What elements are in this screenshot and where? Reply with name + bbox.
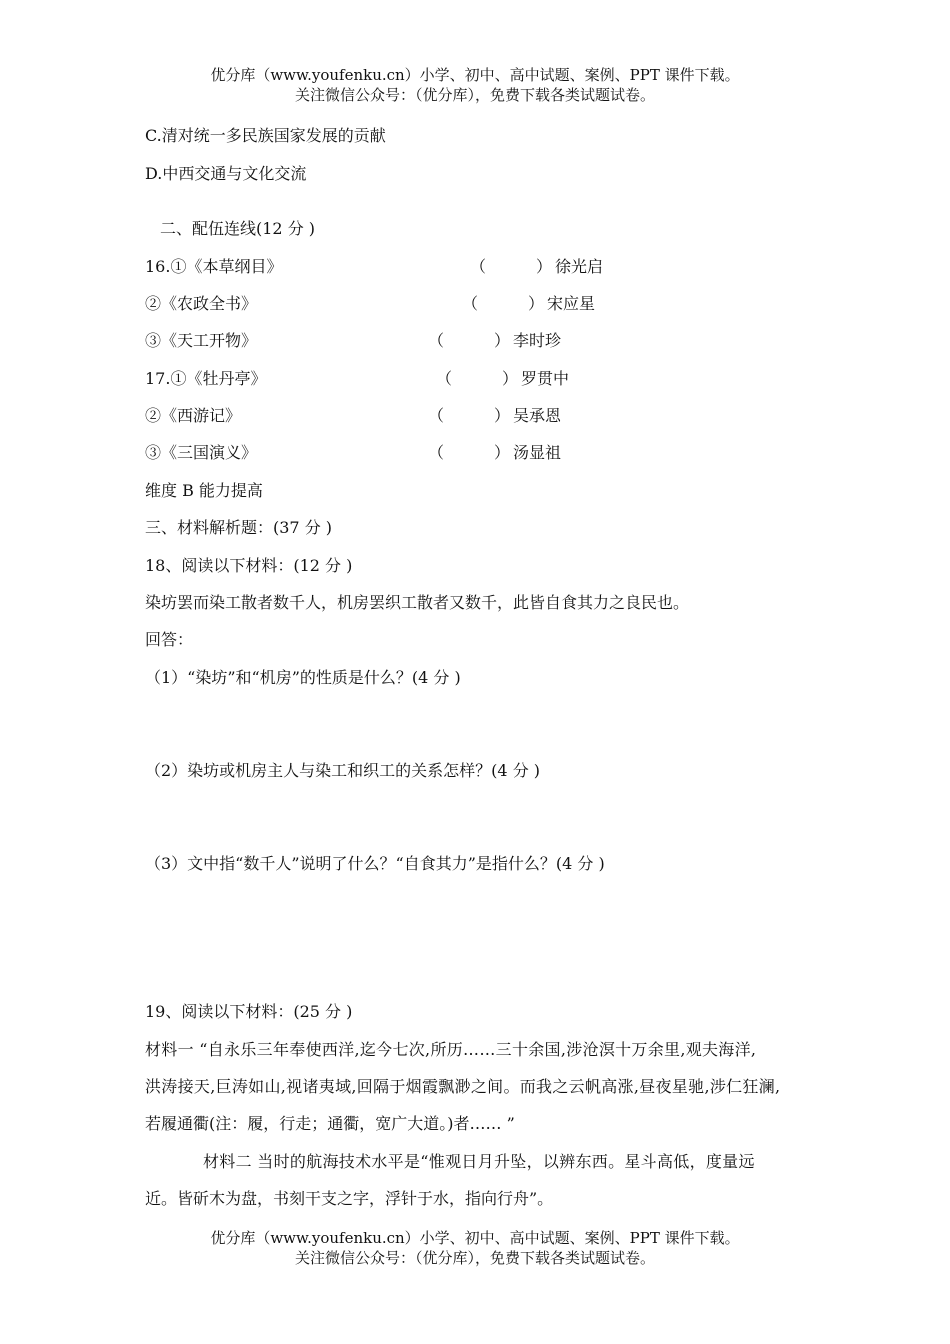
q17-item-3: ③《三国演义》	[145, 443, 258, 462]
q18-sub-question-3: （3）文中指“数千人”说明了什么？“自食其力”是指什么？(4 分 )	[145, 854, 605, 873]
q18-material: 染坊罢而染工散者数千人，机房罢织工散者又数千，此皆自食其力之良民也。	[145, 593, 690, 612]
q18-title: 18、阅读以下材料：(12 分 )	[145, 556, 353, 575]
footer-line-1: 优分库（www.youfenku.cn）小学、初中、高中试题、案例、PPT 课件下载。	[210, 1229, 740, 1247]
option-d: D.中西交通与文化交流	[145, 164, 307, 183]
q17-blank-2-close: ）	[494, 406, 511, 425]
q18-sub-question-1: （1）“染坊”和“机房”的性质是什么？(4 分 )	[145, 668, 461, 687]
footer-line-2: 关注微信公众号：（优分库），免费下载各类试题试卷。	[294, 1249, 655, 1267]
option-c: C.清对统一多民族国家发展的贡献	[145, 126, 386, 145]
q17-item-2: ②《西游记》	[145, 406, 242, 425]
q16-blank-3-open: （	[428, 331, 445, 350]
q16-item-1: 16.①《本草纲目》	[145, 257, 283, 276]
q17-blank-2-open: （	[428, 406, 445, 425]
q17-name-1: 罗贯中	[521, 369, 570, 388]
q16-name-2: 宋应星	[547, 294, 596, 313]
q17-blank-1-close: ）	[502, 369, 519, 388]
q17-blank-3-open: （	[428, 443, 445, 462]
q19-material-2-line-1: 材料二 当时的航海技术水平是“惟观日月升坠，以辨东西。星斗高低，度量远	[203, 1152, 755, 1171]
header-line-2: 关注微信公众号：（优分库），免费下载各类试题试卷。	[294, 86, 655, 104]
q17-name-2: 吴承恩	[513, 406, 562, 425]
q17-name-3: 汤显祖	[513, 443, 562, 462]
q17-blank-1-open: （	[436, 369, 453, 388]
q17-item-1: 17.①《牡丹亭》	[145, 369, 267, 388]
q17-blank-3-close: ）	[494, 443, 511, 462]
q16-name-3: 李时珍	[513, 331, 562, 350]
q19-material-1-line-2: 洪涛接天,巨涛如山,视诸夷域,回隔于烟霞飘渺之间。而我之云帆高涨,昼夜星驰,涉仁狂澜,	[145, 1077, 781, 1096]
q16-blank-1-open: （	[470, 257, 487, 276]
q19-title: 19、阅读以下材料：(25 分 )	[145, 1002, 353, 1021]
q16-blank-3-close: ）	[494, 331, 511, 350]
q16-blank-1-close: ）	[536, 257, 553, 276]
dimension-b-heading: 维度 B 能力提高	[145, 481, 263, 500]
q18-sub-question-2: （2）染坊或机房主人与染工和织工的关系怎样？(4 分 )	[145, 761, 541, 780]
q16-blank-2-close: ）	[528, 294, 545, 313]
q18-answer-label: 回答：	[145, 630, 194, 649]
q19-material-1-line-1: 材料一 “自永乐三年奉使西洋,迄今七次,所历……三十余国,涉沧溟十万余里,观夫海洋,	[145, 1040, 757, 1059]
q16-item-3: ③《天工开物》	[145, 331, 258, 350]
q19-material-1-line-3: 若履通衢(注：履，行走；通衢，宽广大道。)者…… ”	[145, 1114, 515, 1133]
q16-item-2: ②《农政全书》	[145, 294, 258, 313]
q19-material-2-line-2: 近。皆斫木为盘，书刻干支之字，浮针于水，指向行舟”。	[145, 1189, 554, 1208]
header-line-1: 优分库（www.youfenku.cn）小学、初中、高中试题、案例、PPT 课件下载。	[210, 66, 740, 84]
q16-name-1: 徐光启	[555, 257, 604, 276]
section2-title: 二、配伍连线(12 分 )	[160, 219, 316, 238]
section3-title: 三、材料解析题：(37 分 )	[145, 518, 333, 537]
q16-blank-2-open: （	[462, 294, 479, 313]
